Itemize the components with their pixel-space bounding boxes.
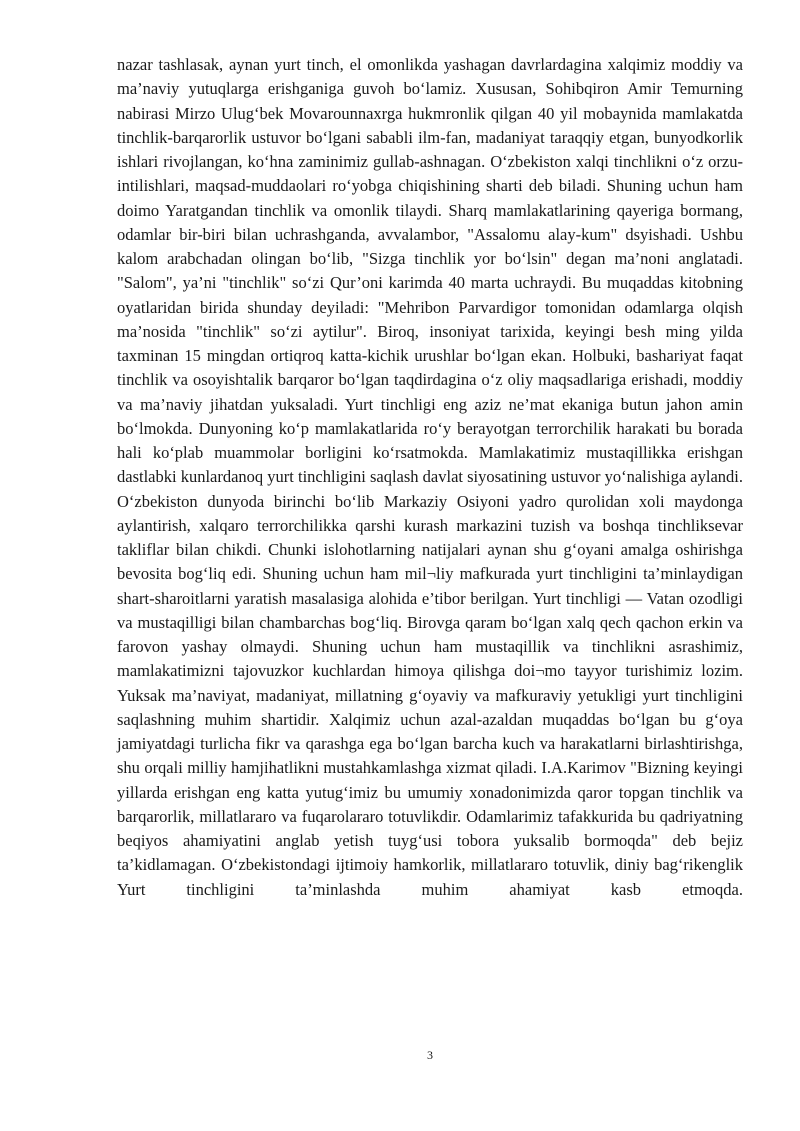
body-paragraph: nazar tashlasak, aynan yurt tinch, el omonlikda yashagan davrlardagina xalqimiz moddiy va ma’naviy yutuqlarga erishganiga guvoh bo‘lamiz. Xususan, Sohibqiron Amir Temurning nabirasi Mirzo Ulug‘bek Movarounnaxrga hukmronlik qilgan 40 yil mobaynida mamlakatda tinchlik-barqarorlik ustuvor bo‘lgani sababli ilm-fan, madaniyat taraqqiy etgan, bunyodkorlik ishlari rivojlangan, ko‘hna zaminimiz gullab-ashnagan. O‘zbekiston xalqi tinchlikni o‘z orzu-intilishlari, maqsad-muddaolari ro‘yobga chiqishining sharti deb biladi. Shuning uchun ham doimo Yaratgandan tinchlik va omonlik tilaydi. Sharq mamlakatlarining qayeriga bormang, odamlar bir-biri bilan uchrashganda, avvalambor, "Assalomu alay-kum" dsyishadi. Ushbu kalom arabchadan olingan bo‘lib, "Sizga tinchlik yor bo‘lsin" degan ma’noni anglatadi. "Salom", ya’ni "tinchlik" so‘zi Qur’oni karimda 40 marta uchraydi. Bu muqaddas kitobning oyatlaridan birida shunday deyiladi: "Mehribon Parvardigor tomonidan odamlarga olqish ma’nosida "tinchlik" so‘zi aytilur". Biroq, insoniyat tarixida, keyingi besh ming yilda taxminan 15 mingdan ortiqroq katta-kichik urushlar bo‘lgan ekan. Holbuki, bashariyat faqat tinchlik va osoyishtalik barqaror bo‘lgan taqdirdagina o‘z oliy maqsadlariga erishadi, moddiy va ma’naviy jihatdan yuksaladi. Yurt tinchligi eng aziz ne’mat ekaniga butun jahon amin bo‘lmokda. Dunyoning ko‘p mamlakatlarida ro‘y berayotgan terrorchilik harakati bu borada hali ko‘plab muammolar borligini ko‘rsatmokda. Mamlakatimiz mustaqillikka erishgan dastlabki kunlardanoq yurt tinchligini saqlash davlat siyosatining ustuvor yo‘nalishiga aylandi. O‘zbekiston dunyoda birinchi bo‘lib Markaziy Osiyoni yadro qurolidan xoli maydonga aylantirish, xalqaro terrorchilikka qarshi kurash markazini tuzish va boshqa tinchliksevar takliflar bilan chikdi. Chunki islohotlarning natijalari aynan shu g‘oyani amalga oshirishga bevosita bog‘liq edi. Shuning uchun ham mil¬liy mafkurada yurt tinchligini ta’minlaydigan shart-sharoitlarni yaratish masalasiga alohida e’tibor berilgan. Yurt tinchligi — Vatan ozodligi va mustaqilligi bilan chambarchas bog‘liq. Birovga qaram bo‘lgan xalq qech qachon erkin va farovon yashay olmaydi. Shuning uchun ham mustaqillik va tinchlikni asrashimiz, mamlakatimizni tajovuzkor kuchlardan himoya qilishga doi¬mo tayyor turishimiz lozim. Yuksak ma’naviyat, madaniyat, millatning g‘oyaviy va mafkuraviy yetukligi yurt tinchligini saqlashning muhim shartidir. Xalqimiz uchun azal-azaldan muqaddas bo‘lgan bu g‘oya jamiyatdagi turlicha fikr va qarashga ega bo‘lgan barcha kuch va harakatlarni birlashtirishga, shu orqali milliy hamjihatlikni mustahkamlashga xizmat qiladi. I.A.Karimov "Bizning keyingi yillarda erishgan eng katta yutug‘imiz bu umumiy xonadonimizda qaror topgan tinchlik va barqarorlik, millatlararo va fuqarolararo totuvlikdir. Odamlarimiz tafakkurida bu qadriyatning beqiyos ahamiyatini anglab yetish tuyg‘usi tobora yuksalib bormoqda" deb bejiz ta’kidlamagan. O‘zbekistondagi ijtimoiy hamkorlik, millatlararo totuvlik, diniy bag‘rikenglik Yurt tinchligini ta’minlashda muhim ahamiyat kasb etmoqda. (117, 55, 743, 899)
page-number: 3 (427, 1048, 433, 1062)
